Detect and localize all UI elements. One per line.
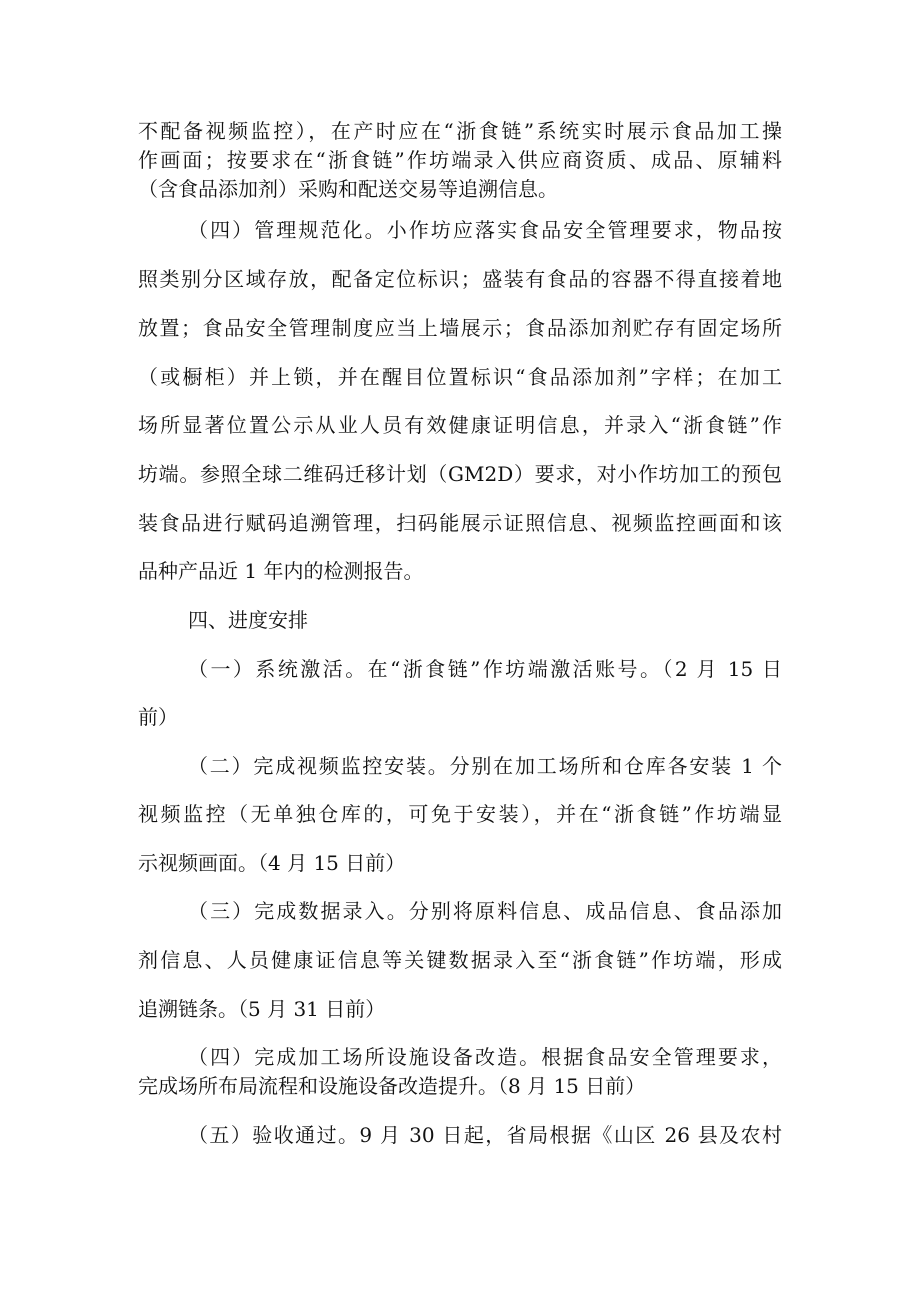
section-heading: 四、进度安排 xyxy=(188,608,308,632)
paragraph-line: （一）系统激活。在“浙食链”作坊端激活账号。（2 月 15 日 xyxy=(188,657,782,681)
paragraph-line: 追溯链条。（5 月 31 日前） xyxy=(138,997,386,1021)
paragraph-line: 场所显著位置公示从业人员有效健康证明信息，并录入“浙食链”作 xyxy=(138,413,782,437)
paragraph-line: 视频监控（无单独仓库的，可免于安装），并在“浙食链”作坊端显 xyxy=(138,802,782,826)
paragraph-line: （或橱柜）并上锁，并在醒目位置标识“食品添加剂”字样；在加工 xyxy=(138,365,782,389)
paragraph-line: （四）完成加工场所设施设备改造。根据食品安全管理要求， xyxy=(188,1045,782,1069)
paragraph-line: 不配备视频监控），在产时应在“浙食链”系统实时展示食品加工操 xyxy=(138,119,782,143)
paragraph-line: 放置；食品安全管理制度应当上墙展示；食品添加剂贮存有固定场所 xyxy=(138,316,782,340)
paragraph-line: 装食品进行赋码追溯管理，扫码能展示证照信息、视频监控画面和该 xyxy=(138,511,782,535)
paragraph-line: 作画面；按要求在“浙食链”作坊端录入供应商资质、成品、原辅料 xyxy=(138,148,782,172)
paragraph-line: （二）完成视频监控安装。分别在加工场所和仓库各安装 1 个 xyxy=(188,754,782,778)
paragraph-line: 前） xyxy=(138,705,178,729)
paragraph-line: 示视频画面。（4 月 15 日前） xyxy=(138,851,406,875)
paragraph-line: （含食品添加剂）采购和配送交易等追溯信息。 xyxy=(138,177,558,201)
paragraph-line: 照类别分区域存放，配备定位标识；盛装有食品的容器不得直接着地 xyxy=(138,267,782,291)
paragraph-line: （三）完成数据录入。分别将原料信息、成品信息、食品添加 xyxy=(188,899,782,923)
paragraph-line: 剂信息、人员健康证信息等关键数据录入至“浙食链”作坊端，形成 xyxy=(138,948,782,972)
paragraph-line: （四）管理规范化。小作坊应落实食品安全管理要求，物品按 xyxy=(188,218,782,242)
paragraph-line: 品种产品近 1 年内的检测报告。 xyxy=(138,559,424,583)
paragraph-line: （五）验收通过。9 月 30 日起，省局根据《山区 26 县及农村 xyxy=(188,1123,782,1147)
paragraph-line: 坊端。参照全球二维码迁移计划（GM2D）要求，对小作坊加工的预包 xyxy=(138,462,782,486)
paragraph-line: 完成场所布局流程和设施设备改造提升。（8 月 15 日前） xyxy=(138,1074,646,1098)
